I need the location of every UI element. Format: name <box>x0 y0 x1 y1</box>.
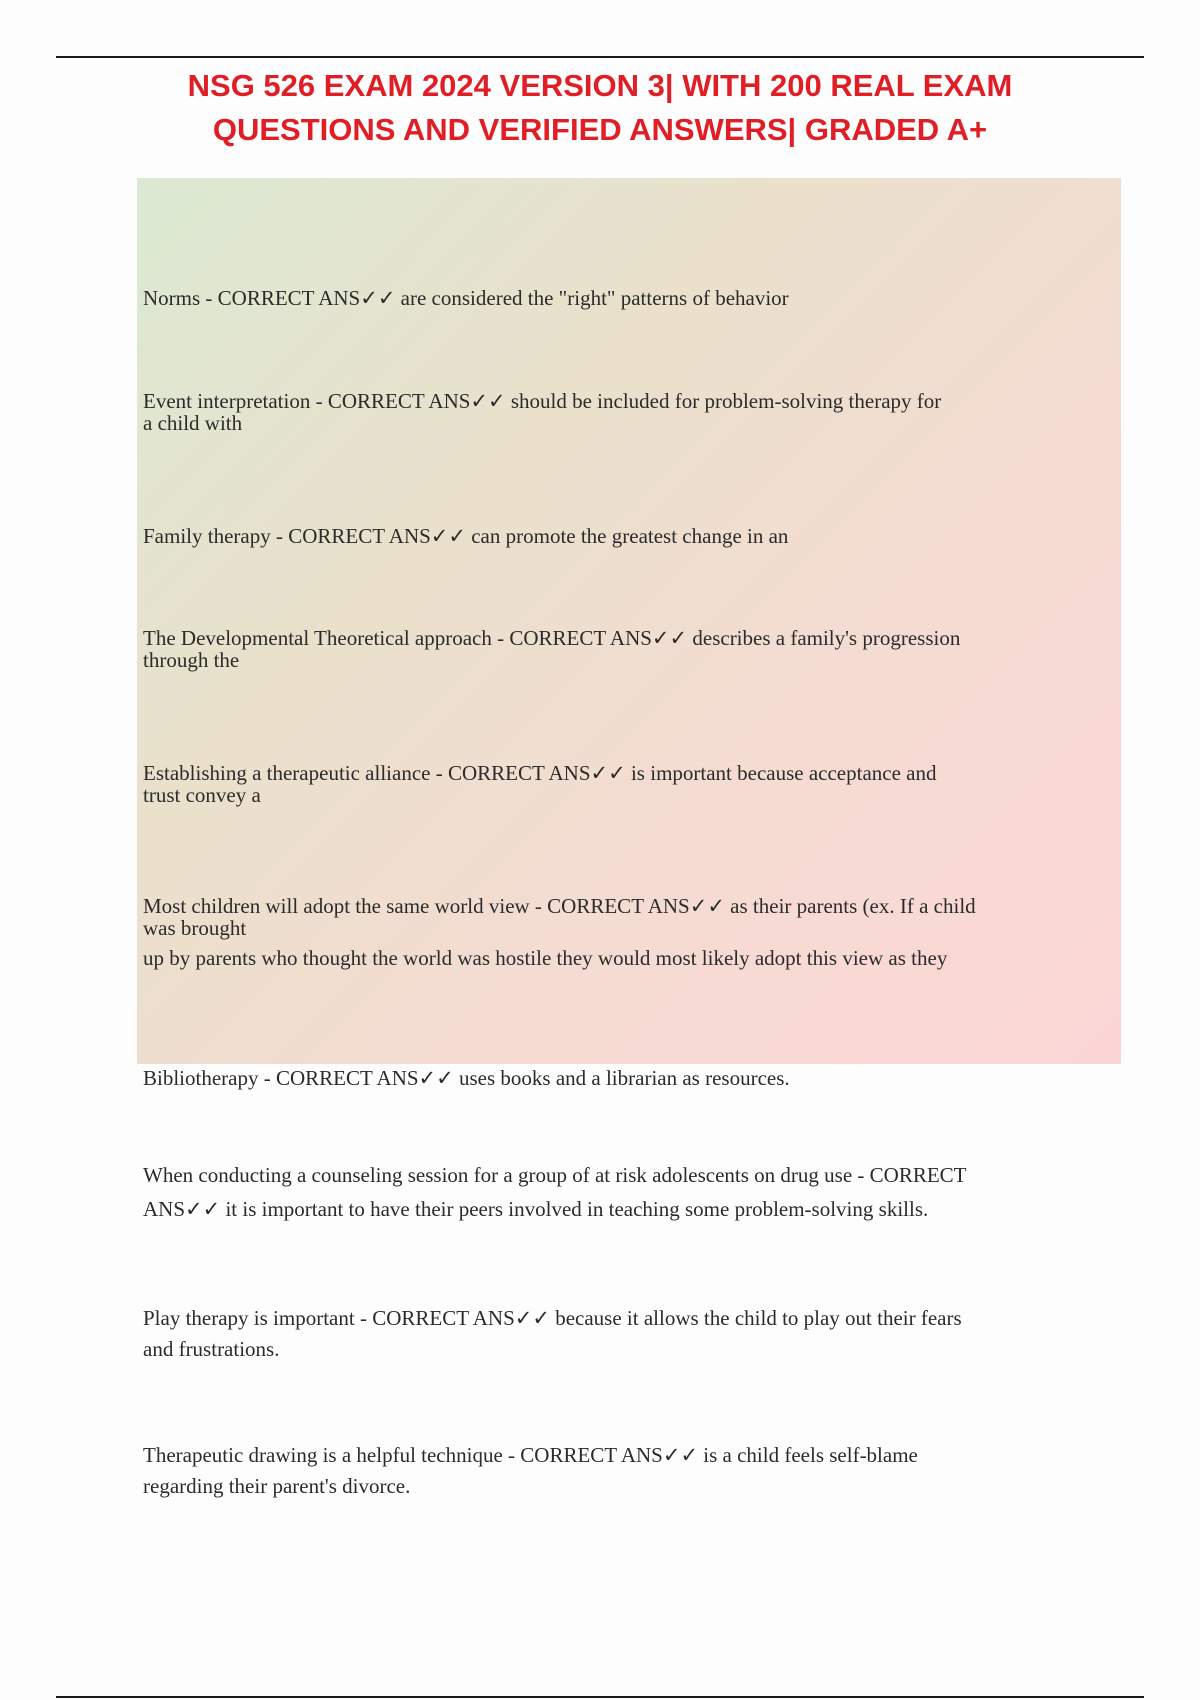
entry-line: Bibliotherapy - CORRECT ANS✓✓ uses books and a librarian as resources. <box>143 1066 790 1090</box>
top-rule <box>56 56 1144 58</box>
entry-line: and frustrations. <box>143 1337 280 1361</box>
qa-entry-play-therapy <box>143 1303 1083 1365</box>
entry-line: Norms - CORRECT ANS✓✓ are considered the "right" patterns of behavior <box>143 286 789 310</box>
entry-line: trust convey a <box>143 783 261 807</box>
qa-entry-world-view <box>143 895 1083 969</box>
qa-entry-event-interpretation <box>143 390 1083 434</box>
entry-line: through the <box>143 648 240 672</box>
entry-line: was brought <box>143 916 247 940</box>
bottom-rule <box>56 1696 1144 1698</box>
entry-line: regarding their parent's divorce. <box>143 1474 411 1498</box>
qa-entry-bibliotherapy <box>143 1067 1083 1089</box>
qa-entry-developmental-approach <box>143 627 1083 671</box>
entry-line: When conducting a counseling session for a group of at risk adolescents on drug use - CORRECT <box>143 1163 967 1187</box>
qa-entry-family-therapy <box>143 525 1083 547</box>
qa-entry-therapeutic-drawing <box>143 1440 1083 1502</box>
title-line-1: NSG 526 EXAM 2024 VERSION 3| WITH 200 REAL EXAM <box>187 68 1013 103</box>
entry-line: Therapeutic drawing is a helpful technique - CORRECT ANS✓✓ is a child feels self-blame <box>143 1443 918 1467</box>
qa-entry-counseling-session <box>143 1160 1083 1225</box>
entry-line: Family therapy - CORRECT ANS✓✓ can promote the greatest change in an <box>143 524 789 548</box>
document-title <box>60 64 1140 152</box>
title-line-2: QUESTIONS AND VERIFIED ANSWERS| GRADED A+ <box>212 112 988 147</box>
qa-entry-therapeutic-alliance <box>143 762 1083 806</box>
entry-line: Most children will adopt the same world view - CORRECT ANS✓✓ as their parents (ex. If a child <box>143 894 976 918</box>
entry-line: Event interpretation - CORRECT ANS✓✓ should be included for problem-solving therapy for <box>143 389 942 413</box>
entry-line: Establishing a therapeutic alliance - CORRECT ANS✓✓ is important because acceptance and <box>143 761 937 785</box>
entry-line: The Developmental Theoretical approach - CORRECT ANS✓✓ describes a family's progression <box>143 626 961 650</box>
qa-entry-norms <box>143 287 1083 309</box>
entry-line: a child with <box>143 411 243 435</box>
entry-line: up by parents who thought the world was hostile they would most likely adopt this view as they <box>143 946 948 970</box>
entry-line: ANS✓✓ it is important to have their peers involved in teaching some problem-solving skills. <box>143 1197 929 1221</box>
entry-line: Play therapy is important - CORRECT ANS✓✓ because it allows the child to play out their fears <box>143 1306 962 1330</box>
